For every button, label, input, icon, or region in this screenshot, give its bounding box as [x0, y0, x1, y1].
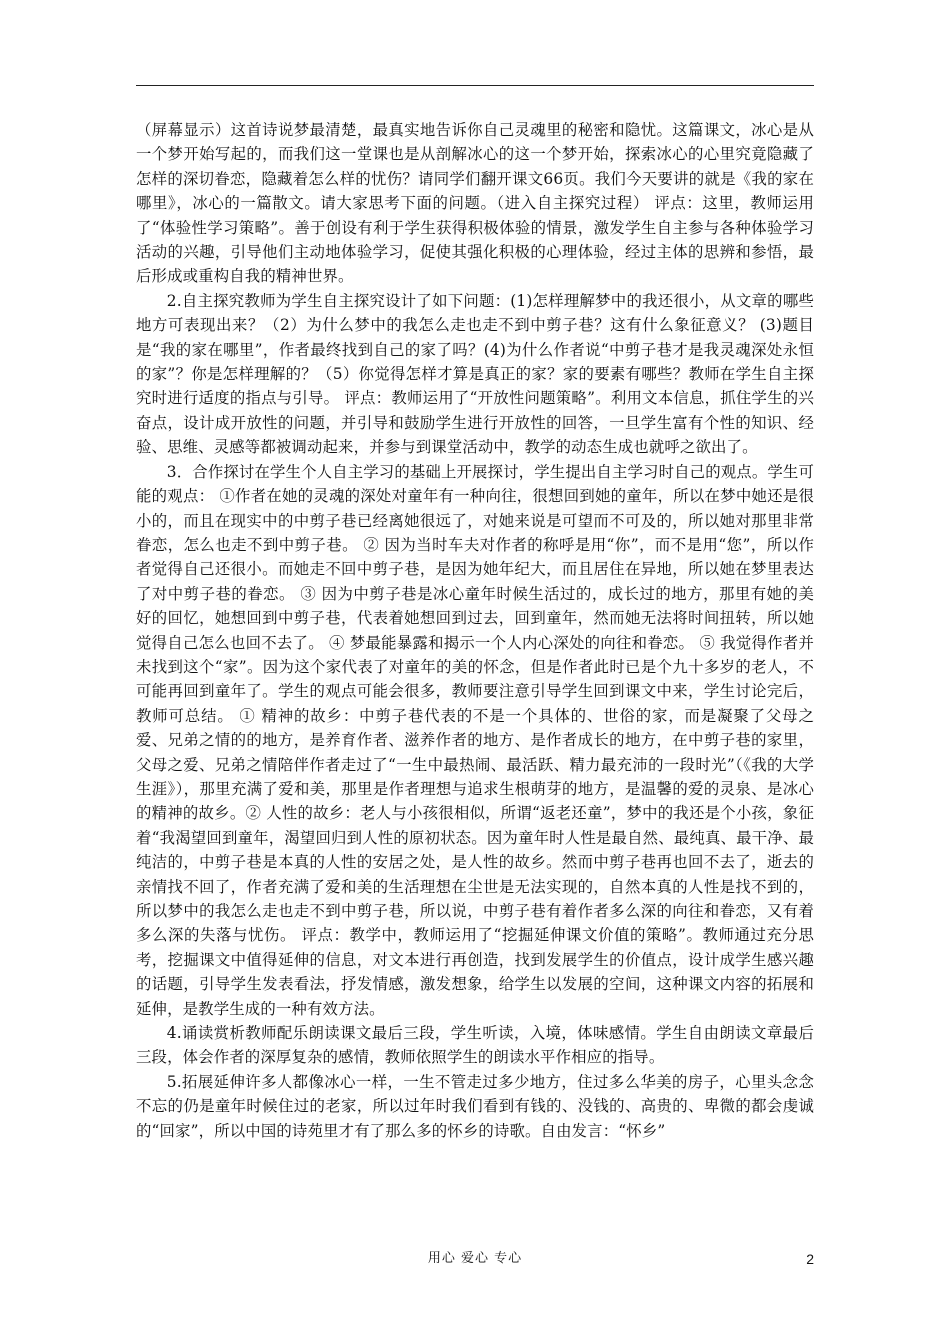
paragraph-cooperative-discussion: 3．合作探讨在学生个人自主学习的基础上开展探讨，学生提出自主学习时自己的观点。学生可能的观点： ①作者在她的灵魂的深处对童年有一种向往，很想回到她的童年，所以在梦中她还是很小的，而且在现实中的中剪子巷已经离她很远了，对她来说是可望而不可及的，所以她对那里非常眷恋，怎么也走不到中剪子巷。 ② 因为当时车夫对作者的称呼是用“你”，而不是用“您”，所以作者觉得自己还很小。而她走不回中剪子巷，是因为她年纪大，而且居住在异地，所以她在梦里表达了对中剪子巷的眷恋。 ③ 因为中剪子巷是冰心童年时候生活过的，成长过的地方，那里有她的美好的回忆，她想回到中剪子巷，代表着她想回到过去，回到童年，然而她无法将时间扭转，所以她觉得自己怎么也回不去了。 ④ 梦最能暴露和揭示一个人内心深处的向往和眷恋。 ⑤ 我觉得作者并未找到这个“家”。因为这个家代表了对童年的美的怀念，但是作者此时已是个九十多岁的老人，不可能再回到童年了。学生的观点可能会很多，教师要注意引导学生回到课文中来，学生讨论完后，教师可总结。 ① 精神的故乡：中剪子巷代表的不是一个具体的、世俗的家，而是凝聚了父母之爱、兄弟之情的的地方，是养育作者、滋养作者的地方、是作者成长的地方，在中剪子巷的家里，父母之爱、兄弟之情陪伴作者走过了“一生中最热闹、最活跃、精力最充沛的一段时光”（《我的大学生涯》），那里充满了爱和美，那里是作者理想与追求生根萌芽的地方，是温馨的爱的灵泉、是冰心的精神的故乡。② 人性的故乡：老人与小孩很相似，所谓“返老还童”，梦中的我还是个小孩，象征着“我渴望回到童年，渴望回归到人性的原初状态。因为童年时人性是最自然、最纯真、最干净、最纯洁的，中剪子巷是本真的人性的安居之处，是人性的故乡。然而中剪子巷再也回不去了，逝去的亲情找不回了，作者充满了爱和美的生活理想在尘世是无法实现的，自然本真的人性是找不到的，所以梦中的我怎么走也走不到中剪子巷，所以说，中剪子巷有着作者多么深的向往和眷恋，又有着多么深的失落与忧伤。 评点：教学中，教师运用了“挖掘延伸课文价值的策略”。教师通过充分思考，挖掘课文中值得延伸的信息，对文本进行再创造，找到发展学生的价值点，设计成学生感兴趣的话题，引导学生发表看法，抒发情感，激发想象，给学生以发展的空间，这种课文内容的拓展和延伸，是教学生成的一种有效方法。	[136, 462, 814, 1018]
header-rule	[136, 85, 814, 86]
paragraph-intro: （屏幕显示）这首诗说梦最清楚，最真实地告诉你自己灵魂里的秘密和隐忧。这篇课文，冰心是从一个梦开始写起的，而我们这一堂课也是从剖解冰心的这一个梦开始，探索冰心的心里究竟隐藏了怎样的深切眷恋，隐藏着怎么样的忧伤？请同学们翻开课文66页。我们今天要讲的就是《我的家在哪里》，冰心的一篇散文。请大家思考下面的问题。（进入自主探究过程） 评点：这里，教师运用了“体验性学习策略”。善于创设有利于学生获得积极体验的情景，激发学生自主参与各种体验学习活动的兴趣，引导他们主动地体验学习，促使其强化积极的心理体验，经过主体的思辨和参悟，最后形成或重构自我的精神世界。	[136, 121, 814, 286]
paragraph-self-exploration: 2.自主探究教师为学生自主探究设计了如下问题：(1)怎样理解梦中的我还很小，从文章的哪些地方可表现出来？（2）为什么梦中的我怎么走也走不到中剪子巷？这有什么象征意义？ (3)题目是“我的家在哪里”，作者最终找到自己的家了吗？(4)为什么作者说“中剪子巷才是我灵魂深处永恒的家”？你是怎样理解的？（5）你觉得怎样才算是真正的家？家的要素有哪些？教师在学生自主探究时进行适度的指点与引导。 评点：教师运用了“开放性问题策略”。利用文本信息，抓住学生的兴奋点，设计成开放性的问题，并引导和鼓励学生进行开放性的回答，一旦学生富有个性的知识、经验、思维、灵感等都被调动起来，并参与到课堂活动中，教学的动态生成也就呼之欲出了。	[136, 291, 814, 457]
paragraph-reading-appreciation: 4.诵读赏析教师配乐朗读课文最后三段，学生听读，入境，体味感情。学生自由朗读文章最后三段，体会作者的深厚复杂的感情，教师依照学生的朗读水平作相应的指导。	[136, 1024, 814, 1067]
document-body	[136, 118, 814, 1143]
paragraph-extension: 5.拓展延伸许多人都像冰心一样，一生不管走过多少地方，住过多么华美的房子，心里头念念不忘的仍是童年时候住过的老家，所以过年时我们看到有钱的、没钱的、高贵的、卑微的都会虔诚的“回家”，所以中国的诗苑里才有了那么多的怀乡的诗歌。自由发言：“怀乡”	[136, 1072, 814, 1140]
footer-motto: 用心 爱心 专心	[427, 1251, 523, 1266]
page-number: 2	[806, 1251, 814, 1267]
